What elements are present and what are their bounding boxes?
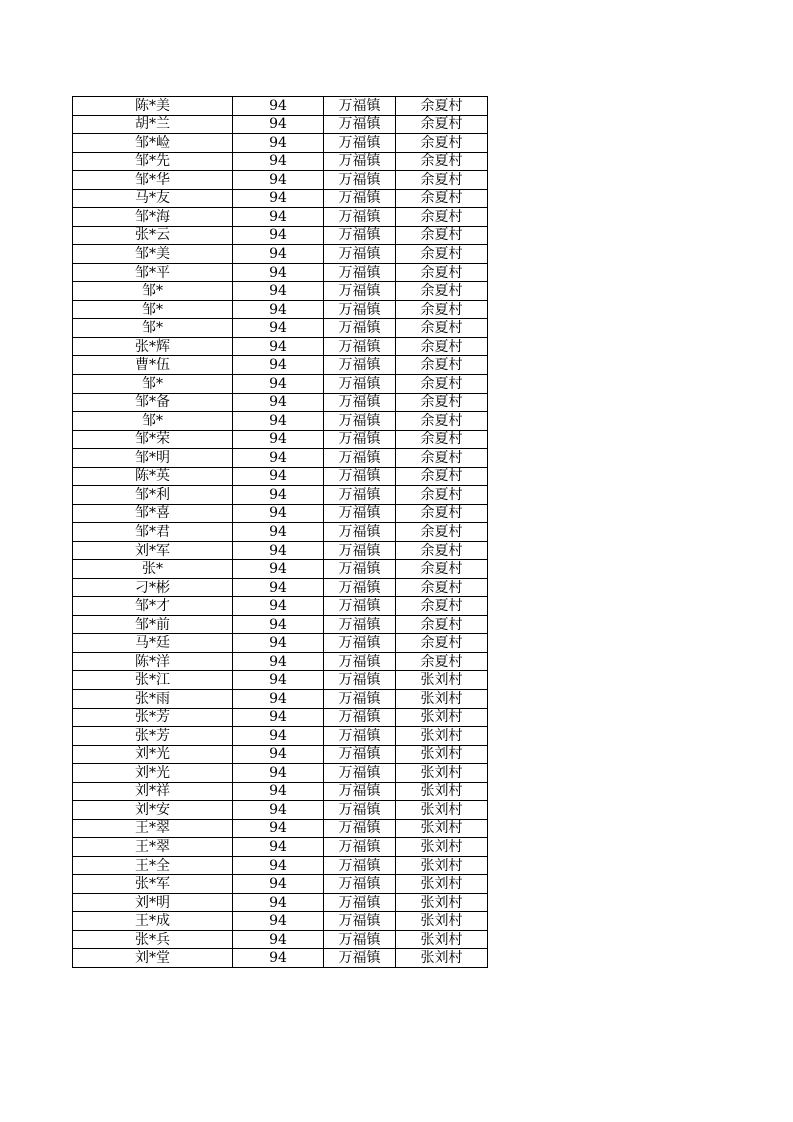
table-row [73, 337, 488, 356]
town-cell: 万福镇 [324, 374, 396, 393]
table-row [73, 97, 488, 116]
name-cell: 邹*明 [73, 449, 233, 468]
table-row [73, 893, 488, 912]
name-cell: 邹*崄 [73, 134, 233, 153]
name-cell: 邹*前 [73, 615, 233, 634]
village-cell: 张刘村 [396, 671, 488, 690]
count-cell: 94 [233, 930, 324, 949]
count-cell: 94 [233, 245, 324, 264]
table-row [73, 467, 488, 486]
count-cell: 94 [233, 690, 324, 709]
town-cell: 万福镇 [324, 300, 396, 319]
town-cell: 万福镇 [324, 208, 396, 227]
town-cell: 万福镇 [324, 115, 396, 134]
table-row [73, 875, 488, 894]
town-cell: 万福镇 [324, 356, 396, 375]
table-row [73, 226, 488, 245]
village-cell: 余夏村 [396, 245, 488, 264]
village-cell: 余夏村 [396, 152, 488, 171]
count-cell: 94 [233, 393, 324, 412]
village-cell: 余夏村 [396, 393, 488, 412]
village-cell: 余夏村 [396, 652, 488, 671]
town-cell: 万福镇 [324, 430, 396, 449]
town-cell: 万福镇 [324, 412, 396, 431]
count-cell: 94 [233, 875, 324, 894]
count-cell: 94 [233, 764, 324, 783]
name-cell: 王*翠 [73, 819, 233, 838]
village-cell: 余夏村 [396, 97, 488, 116]
name-cell: 刘*军 [73, 541, 233, 560]
town-cell: 万福镇 [324, 319, 396, 338]
table-row [73, 930, 488, 949]
table-row [73, 578, 488, 597]
name-cell: 胡*兰 [73, 115, 233, 134]
table-row [73, 319, 488, 338]
table-row [73, 652, 488, 671]
town-cell: 万福镇 [324, 875, 396, 894]
count-cell: 94 [233, 486, 324, 505]
town-cell: 万福镇 [324, 727, 396, 746]
name-cell: 陈*美 [73, 97, 233, 116]
name-cell: 张*兵 [73, 930, 233, 949]
table-row [73, 634, 488, 653]
name-cell: 邹*备 [73, 393, 233, 412]
table-row [73, 949, 488, 968]
town-cell: 万福镇 [324, 819, 396, 838]
village-cell: 张刘村 [396, 727, 488, 746]
town-cell: 万福镇 [324, 393, 396, 412]
village-cell: 余夏村 [396, 356, 488, 375]
table-body [73, 97, 488, 968]
count-cell: 94 [233, 208, 324, 227]
town-cell: 万福镇 [324, 282, 396, 301]
village-cell: 余夏村 [396, 282, 488, 301]
town-cell: 万福镇 [324, 152, 396, 171]
name-cell: 邹*荣 [73, 430, 233, 449]
town-cell: 万福镇 [324, 134, 396, 153]
table-row [73, 208, 488, 227]
count-cell: 94 [233, 615, 324, 634]
name-cell: 刘*安 [73, 801, 233, 820]
name-cell: 张*芳 [73, 708, 233, 727]
table-row [73, 171, 488, 190]
village-cell: 余夏村 [396, 430, 488, 449]
village-cell: 余夏村 [396, 578, 488, 597]
table-row [73, 541, 488, 560]
village-cell: 张刘村 [396, 819, 488, 838]
village-cell: 余夏村 [396, 319, 488, 338]
village-cell: 张刘村 [396, 912, 488, 931]
count-cell: 94 [233, 467, 324, 486]
village-cell: 张刘村 [396, 949, 488, 968]
town-cell: 万福镇 [324, 745, 396, 764]
town-cell: 万福镇 [324, 634, 396, 653]
table-row [73, 449, 488, 468]
village-cell: 张刘村 [396, 875, 488, 894]
count-cell: 94 [233, 671, 324, 690]
town-cell: 万福镇 [324, 504, 396, 523]
village-cell: 张刘村 [396, 690, 488, 709]
name-cell: 邹* [73, 300, 233, 319]
table-row [73, 819, 488, 838]
count-cell: 94 [233, 226, 324, 245]
count-cell: 94 [233, 263, 324, 282]
count-cell: 94 [233, 838, 324, 857]
town-cell: 万福镇 [324, 764, 396, 783]
village-cell: 张刘村 [396, 838, 488, 857]
count-cell: 94 [233, 152, 324, 171]
name-cell: 邹*美 [73, 245, 233, 264]
village-cell: 余夏村 [396, 226, 488, 245]
table-row [73, 727, 488, 746]
count-cell: 94 [233, 412, 324, 431]
table-row [73, 300, 488, 319]
village-cell: 余夏村 [396, 115, 488, 134]
town-cell: 万福镇 [324, 838, 396, 857]
table-row [73, 115, 488, 134]
town-cell: 万福镇 [324, 652, 396, 671]
table-row [73, 671, 488, 690]
name-cell: 马*友 [73, 189, 233, 208]
count-cell: 94 [233, 449, 324, 468]
count-cell: 94 [233, 189, 324, 208]
village-cell: 余夏村 [396, 171, 488, 190]
town-cell: 万福镇 [324, 97, 396, 116]
table-row [73, 523, 488, 542]
count-cell: 94 [233, 819, 324, 838]
name-cell: 刘*光 [73, 764, 233, 783]
table-row [73, 504, 488, 523]
table-row [73, 745, 488, 764]
count-cell: 94 [233, 171, 324, 190]
table-row [73, 134, 488, 153]
count-cell: 94 [233, 300, 324, 319]
table-row [73, 615, 488, 634]
count-cell: 94 [233, 115, 324, 134]
village-cell: 余夏村 [396, 337, 488, 356]
count-cell: 94 [233, 801, 324, 820]
village-cell: 余夏村 [396, 560, 488, 579]
town-cell: 万福镇 [324, 671, 396, 690]
name-cell: 刘*明 [73, 893, 233, 912]
name-cell: 王*成 [73, 912, 233, 931]
town-cell: 万福镇 [324, 578, 396, 597]
town-cell: 万福镇 [324, 245, 396, 264]
count-cell: 94 [233, 727, 324, 746]
count-cell: 94 [233, 356, 324, 375]
village-cell: 余夏村 [396, 300, 488, 319]
count-cell: 94 [233, 708, 324, 727]
table-row [73, 801, 488, 820]
table-row [73, 152, 488, 171]
name-cell: 邹*先 [73, 152, 233, 171]
village-cell: 张刘村 [396, 745, 488, 764]
name-cell: 张*江 [73, 671, 233, 690]
table-row [73, 282, 488, 301]
village-cell: 余夏村 [396, 134, 488, 153]
table-row [73, 690, 488, 709]
count-cell: 94 [233, 541, 324, 560]
village-cell: 余夏村 [396, 634, 488, 653]
town-cell: 万福镇 [324, 615, 396, 634]
name-cell: 陈*英 [73, 467, 233, 486]
village-cell: 余夏村 [396, 615, 488, 634]
town-cell: 万福镇 [324, 782, 396, 801]
data-table [72, 96, 488, 968]
town-cell: 万福镇 [324, 467, 396, 486]
town-cell: 万福镇 [324, 541, 396, 560]
village-cell: 张刘村 [396, 930, 488, 949]
count-cell: 94 [233, 97, 324, 116]
table-row [73, 838, 488, 857]
name-cell: 邹*君 [73, 523, 233, 542]
town-cell: 万福镇 [324, 597, 396, 616]
village-cell: 余夏村 [396, 449, 488, 468]
village-cell: 余夏村 [396, 597, 488, 616]
town-cell: 万福镇 [324, 930, 396, 949]
village-cell: 余夏村 [396, 504, 488, 523]
count-cell: 94 [233, 523, 324, 542]
name-cell: 邹* [73, 282, 233, 301]
name-cell: 张*雨 [73, 690, 233, 709]
town-cell: 万福镇 [324, 690, 396, 709]
count-cell: 94 [233, 560, 324, 579]
table-row [73, 486, 488, 505]
town-cell: 万福镇 [324, 263, 396, 282]
town-cell: 万福镇 [324, 912, 396, 931]
table-row [73, 856, 488, 875]
town-cell: 万福镇 [324, 449, 396, 468]
count-cell: 94 [233, 337, 324, 356]
name-cell: 张* [73, 560, 233, 579]
town-cell: 万福镇 [324, 189, 396, 208]
town-cell: 万福镇 [324, 560, 396, 579]
count-cell: 94 [233, 782, 324, 801]
village-cell: 张刘村 [396, 782, 488, 801]
count-cell: 94 [233, 634, 324, 653]
name-cell: 刁*彬 [73, 578, 233, 597]
count-cell: 94 [233, 652, 324, 671]
name-cell: 张*芳 [73, 727, 233, 746]
name-cell: 邹*利 [73, 486, 233, 505]
name-cell: 刘*祥 [73, 782, 233, 801]
table-row [73, 189, 488, 208]
name-cell: 邹*平 [73, 263, 233, 282]
village-cell: 余夏村 [396, 412, 488, 431]
name-cell: 邹*海 [73, 208, 233, 227]
name-cell: 陈*洋 [73, 652, 233, 671]
village-cell: 余夏村 [396, 263, 488, 282]
town-cell: 万福镇 [324, 708, 396, 727]
name-cell: 邹* [73, 319, 233, 338]
count-cell: 94 [233, 282, 324, 301]
town-cell: 万福镇 [324, 337, 396, 356]
count-cell: 94 [233, 504, 324, 523]
village-cell: 余夏村 [396, 541, 488, 560]
town-cell: 万福镇 [324, 893, 396, 912]
village-cell: 余夏村 [396, 208, 488, 227]
town-cell: 万福镇 [324, 171, 396, 190]
name-cell: 邹* [73, 374, 233, 393]
village-cell: 张刘村 [396, 856, 488, 875]
table-row [73, 356, 488, 375]
town-cell: 万福镇 [324, 226, 396, 245]
table-row [73, 374, 488, 393]
count-cell: 94 [233, 949, 324, 968]
table-row [73, 560, 488, 579]
count-cell: 94 [233, 893, 324, 912]
town-cell: 万福镇 [324, 856, 396, 875]
count-cell: 94 [233, 578, 324, 597]
table-row [73, 764, 488, 783]
count-cell: 94 [233, 856, 324, 875]
village-cell: 张刘村 [396, 801, 488, 820]
name-cell: 刘*堂 [73, 949, 233, 968]
village-cell: 余夏村 [396, 374, 488, 393]
count-cell: 94 [233, 319, 324, 338]
name-cell: 王*翠 [73, 838, 233, 857]
table-row [73, 708, 488, 727]
table-row [73, 597, 488, 616]
table-row [73, 430, 488, 449]
name-cell: 邹* [73, 412, 233, 431]
town-cell: 万福镇 [324, 801, 396, 820]
count-cell: 94 [233, 745, 324, 764]
name-cell: 邹*喜 [73, 504, 233, 523]
count-cell: 94 [233, 912, 324, 931]
count-cell: 94 [233, 134, 324, 153]
name-cell: 曹*伍 [73, 356, 233, 375]
name-cell: 马*廷 [73, 634, 233, 653]
town-cell: 万福镇 [324, 949, 396, 968]
name-cell: 邹*才 [73, 597, 233, 616]
table-row [73, 782, 488, 801]
name-cell: 张*云 [73, 226, 233, 245]
table-row [73, 245, 488, 264]
village-cell: 张刘村 [396, 708, 488, 727]
town-cell: 万福镇 [324, 486, 396, 505]
table-row [73, 412, 488, 431]
table-row [73, 263, 488, 282]
name-cell: 张*辉 [73, 337, 233, 356]
name-cell: 邹*华 [73, 171, 233, 190]
count-cell: 94 [233, 597, 324, 616]
table-row [73, 912, 488, 931]
count-cell: 94 [233, 430, 324, 449]
village-cell: 余夏村 [396, 523, 488, 542]
village-cell: 张刘村 [396, 893, 488, 912]
name-cell: 刘*光 [73, 745, 233, 764]
name-cell: 张*军 [73, 875, 233, 894]
name-cell: 王*全 [73, 856, 233, 875]
count-cell: 94 [233, 374, 324, 393]
town-cell: 万福镇 [324, 523, 396, 542]
village-cell: 张刘村 [396, 764, 488, 783]
village-cell: 余夏村 [396, 189, 488, 208]
village-cell: 余夏村 [396, 486, 488, 505]
table-row [73, 393, 488, 412]
village-cell: 余夏村 [396, 467, 488, 486]
